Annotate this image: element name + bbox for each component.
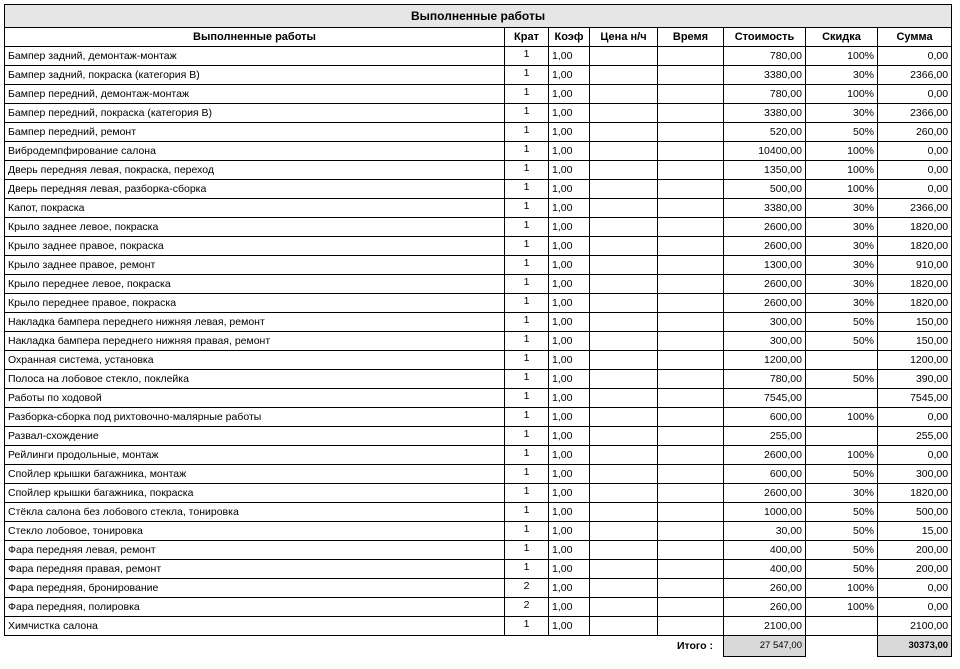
time-cell: [658, 541, 724, 560]
time-cell: [658, 370, 724, 389]
time-cell: [658, 275, 724, 294]
work-name: Химчистка салона: [5, 617, 505, 636]
time-cell: [658, 617, 724, 636]
sum-cell: 1820,00: [878, 275, 952, 294]
sum-cell: 0,00: [878, 142, 952, 161]
table-row: [5, 47, 952, 66]
krat-cell: 1: [505, 218, 549, 237]
price-cell: [590, 617, 658, 636]
table-row: [5, 123, 952, 142]
krat-cell: 1: [505, 351, 549, 370]
total-label: Итого :: [676, 640, 713, 653]
cost-cell: 520,00: [724, 123, 806, 142]
sum-cell: 1200,00: [878, 351, 952, 370]
krat-cell: 1: [505, 389, 549, 408]
time-cell: [658, 199, 724, 218]
koef-cell: 1,00: [549, 313, 590, 332]
time-cell: [658, 560, 724, 579]
work-name: Бампер задний, покраска (категория В): [5, 66, 505, 85]
price-cell: [590, 161, 658, 180]
price-cell: [590, 465, 658, 484]
koef-cell: 1,00: [549, 66, 590, 85]
discount-cell: 100%: [806, 47, 878, 66]
price-cell: [590, 560, 658, 579]
krat-cell: 2: [505, 598, 549, 617]
time-cell: [658, 180, 724, 199]
price-cell: [590, 522, 658, 541]
work-name: Крыло заднее левое, покраска: [5, 218, 505, 237]
sum-cell: 0,00: [878, 408, 952, 427]
krat-cell: 1: [505, 541, 549, 560]
table-row: [5, 161, 952, 180]
cost-cell: 1350,00: [724, 161, 806, 180]
work-name: Бампер передний, демонтаж-монтаж: [5, 85, 505, 104]
price-cell: [590, 446, 658, 465]
discount-cell: 30%: [806, 218, 878, 237]
table-row: [5, 66, 952, 85]
table-row: [5, 579, 952, 598]
discount-cell: [806, 351, 878, 370]
sum-cell: 200,00: [878, 560, 952, 579]
sum-cell: 0,00: [878, 579, 952, 598]
sum-cell: 1820,00: [878, 484, 952, 503]
table-row: [5, 446, 952, 465]
time-cell: [658, 389, 724, 408]
work-name: Развал-схождение: [5, 427, 505, 446]
time-cell: [658, 256, 724, 275]
krat-cell: 1: [505, 47, 549, 66]
work-name: Спойлер крышки багажника, покраска: [5, 484, 505, 503]
discount-cell: 100%: [806, 598, 878, 617]
krat-cell: 1: [505, 275, 549, 294]
cost-cell: 3380,00: [724, 66, 806, 85]
work-name: Бампер передний, покраска (категория В): [5, 104, 505, 123]
koef-cell: 1,00: [549, 104, 590, 123]
work-name: Крыло переднее правое, покраска: [5, 294, 505, 313]
work-name: Крыло заднее правое, ремонт: [5, 256, 505, 275]
table-row: [5, 218, 952, 237]
table-row: [5, 256, 952, 275]
table-row: [5, 560, 952, 579]
price-cell: [590, 579, 658, 598]
sum-cell: 0,00: [878, 598, 952, 617]
discount-cell: 50%: [806, 123, 878, 142]
sum-cell: 300,00: [878, 465, 952, 484]
table-row: [5, 522, 952, 541]
table-body: [5, 47, 952, 636]
work-name: Накладка бампера переднего нижняя левая, ремонт: [5, 313, 505, 332]
koef-cell: 1,00: [549, 370, 590, 389]
work-name: Фара передняя левая, ремонт: [5, 541, 505, 560]
work-name: Капот, покраска: [5, 199, 505, 218]
cost-cell: 30,00: [724, 522, 806, 541]
time-cell: [658, 503, 724, 522]
work-name: Накладка бампера переднего нижняя правая, ремонт: [5, 332, 505, 351]
cost-cell: 10400,00: [724, 142, 806, 161]
cost-cell: 400,00: [724, 560, 806, 579]
discount-cell: 100%: [806, 161, 878, 180]
sum-cell: 1820,00: [878, 294, 952, 313]
column-header-koef: Коэф: [549, 28, 590, 47]
discount-cell: 100%: [806, 85, 878, 104]
sum-cell: 1820,00: [878, 218, 952, 237]
price-cell: [590, 503, 658, 522]
work-name: Крыло заднее правое, покраска: [5, 237, 505, 256]
koef-cell: 1,00: [549, 123, 590, 142]
table-row: [5, 294, 952, 313]
cost-cell: 1000,00: [724, 503, 806, 522]
sum-cell: 2366,00: [878, 199, 952, 218]
table-row: [5, 408, 952, 427]
koef-cell: 1,00: [549, 484, 590, 503]
sum-cell: 0,00: [878, 180, 952, 199]
table-row: [5, 85, 952, 104]
work-name: Дверь передняя левая, разборка-сборка: [5, 180, 505, 199]
time-cell: [658, 579, 724, 598]
time-cell: [658, 484, 724, 503]
koef-cell: 1,00: [549, 237, 590, 256]
price-cell: [590, 256, 658, 275]
price-cell: [590, 104, 658, 123]
koef-cell: 1,00: [549, 579, 590, 598]
table-row: [5, 370, 952, 389]
time-cell: [658, 408, 724, 427]
koef-cell: 1,00: [549, 47, 590, 66]
price-cell: [590, 332, 658, 351]
discount-cell: [806, 617, 878, 636]
sum-cell: 260,00: [878, 123, 952, 142]
time-cell: [658, 332, 724, 351]
discount-cell: 50%: [806, 313, 878, 332]
table-row: [5, 389, 952, 408]
work-name: Крыло переднее левое, покраска: [5, 275, 505, 294]
krat-cell: 1: [505, 142, 549, 161]
discount-cell: 50%: [806, 560, 878, 579]
work-name: Стекло лобовое, тонировка: [5, 522, 505, 541]
koef-cell: 1,00: [549, 617, 590, 636]
cost-cell: 2600,00: [724, 237, 806, 256]
cost-cell: 2600,00: [724, 218, 806, 237]
discount-cell: 30%: [806, 484, 878, 503]
cost-cell: 2600,00: [724, 294, 806, 313]
cost-cell: 3380,00: [724, 104, 806, 123]
sum-cell: 390,00: [878, 370, 952, 389]
discount-cell: 50%: [806, 332, 878, 351]
work-name: Фара передняя, полировка: [5, 598, 505, 617]
koef-cell: 1,00: [549, 541, 590, 560]
sum-cell: 0,00: [878, 85, 952, 104]
time-cell: [658, 598, 724, 617]
krat-cell: 1: [505, 560, 549, 579]
price-cell: [590, 427, 658, 446]
time-cell: [658, 294, 724, 313]
price-cell: [590, 275, 658, 294]
cost-cell: 1200,00: [724, 351, 806, 370]
price-cell: [590, 598, 658, 617]
work-name: Бампер задний, демонтаж-монтаж: [5, 47, 505, 66]
cost-cell: 2600,00: [724, 275, 806, 294]
sum-cell: 150,00: [878, 332, 952, 351]
koef-cell: 1,00: [549, 256, 590, 275]
discount-cell: 100%: [806, 142, 878, 161]
koef-cell: 1,00: [549, 389, 590, 408]
discount-cell: 30%: [806, 237, 878, 256]
price-cell: [590, 47, 658, 66]
krat-cell: 1: [505, 484, 549, 503]
time-cell: [658, 351, 724, 370]
time-cell: [658, 66, 724, 85]
sum-cell: 0,00: [878, 161, 952, 180]
koef-cell: 1,00: [549, 503, 590, 522]
krat-cell: 1: [505, 370, 549, 389]
table-row: [5, 598, 952, 617]
table-row: [5, 484, 952, 503]
discount-cell: 50%: [806, 503, 878, 522]
table-row: [5, 199, 952, 218]
table-row: [5, 465, 952, 484]
work-name: Работы по ходовой: [5, 389, 505, 408]
koef-cell: 1,00: [549, 218, 590, 237]
cost-cell: 300,00: [724, 332, 806, 351]
discount-cell: 100%: [806, 408, 878, 427]
price-cell: [590, 85, 658, 104]
table-row: [5, 313, 952, 332]
krat-cell: 2: [505, 579, 549, 598]
price-cell: [590, 218, 658, 237]
koef-cell: 1,00: [549, 85, 590, 104]
cost-cell: 260,00: [724, 579, 806, 598]
table-row: [5, 427, 952, 446]
work-name: Фара передняя правая, ремонт: [5, 560, 505, 579]
krat-cell: 1: [505, 66, 549, 85]
sum-cell: 0,00: [878, 446, 952, 465]
work-name: Дверь передняя левая, покраска, переход: [5, 161, 505, 180]
krat-cell: 1: [505, 237, 549, 256]
koef-cell: 1,00: [549, 408, 590, 427]
works-document: [4, 4, 951, 657]
krat-cell: 1: [505, 446, 549, 465]
table-row: [5, 332, 952, 351]
krat-cell: 1: [505, 161, 549, 180]
work-name: Бампер передний, ремонт: [5, 123, 505, 142]
table-row: [5, 275, 952, 294]
time-cell: [658, 161, 724, 180]
discount-cell: 30%: [806, 104, 878, 123]
table-row: [5, 351, 952, 370]
price-cell: [590, 484, 658, 503]
table-row: [5, 237, 952, 256]
price-cell: [590, 313, 658, 332]
koef-cell: 1,00: [549, 161, 590, 180]
krat-cell: 1: [505, 408, 549, 427]
time-cell: [658, 47, 724, 66]
work-name: Вибродемпфирование салона: [5, 142, 505, 161]
cost-cell: 400,00: [724, 541, 806, 560]
cost-cell: 255,00: [724, 427, 806, 446]
time-cell: [658, 85, 724, 104]
cost-cell: 2100,00: [724, 617, 806, 636]
krat-cell: 1: [505, 123, 549, 142]
table-row: [5, 180, 952, 199]
sum-cell: 15,00: [878, 522, 952, 541]
discount-cell: 30%: [806, 199, 878, 218]
work-name: Спойлер крышки багажника, монтаж: [5, 465, 505, 484]
work-name: Полоса на лобовое стекло, поклейка: [5, 370, 505, 389]
price-cell: [590, 294, 658, 313]
discount-cell: [806, 389, 878, 408]
time-cell: [658, 218, 724, 237]
price-cell: [590, 408, 658, 427]
total-sum: 30373,00: [878, 636, 952, 657]
krat-cell: 1: [505, 465, 549, 484]
koef-cell: 1,00: [549, 332, 590, 351]
krat-cell: 1: [505, 503, 549, 522]
cost-cell: 3380,00: [724, 199, 806, 218]
total-cost: 27 547,00: [724, 636, 806, 657]
price-cell: [590, 351, 658, 370]
sum-cell: 255,00: [878, 427, 952, 446]
column-header-works: Выполненные работы: [5, 28, 505, 47]
works-table: [4, 4, 952, 657]
discount-cell: 100%: [806, 180, 878, 199]
sum-cell: 7545,00: [878, 389, 952, 408]
krat-cell: 1: [505, 294, 549, 313]
koef-cell: 1,00: [549, 560, 590, 579]
table-row: [5, 104, 952, 123]
krat-cell: 1: [505, 256, 549, 275]
cost-cell: 2600,00: [724, 446, 806, 465]
time-cell: [658, 104, 724, 123]
price-cell: [590, 541, 658, 560]
sum-cell: 2366,00: [878, 104, 952, 123]
price-cell: [590, 142, 658, 161]
time-cell: [658, 142, 724, 161]
cost-cell: 300,00: [724, 313, 806, 332]
sum-cell: 2100,00: [878, 617, 952, 636]
cost-cell: 500,00: [724, 180, 806, 199]
table-row: [5, 617, 952, 636]
krat-cell: 1: [505, 313, 549, 332]
time-cell: [658, 427, 724, 446]
time-cell: [658, 237, 724, 256]
price-cell: [590, 180, 658, 199]
cost-cell: 7545,00: [724, 389, 806, 408]
work-name: Фара передняя, бронирование: [5, 579, 505, 598]
koef-cell: 1,00: [549, 180, 590, 199]
sum-cell: 200,00: [878, 541, 952, 560]
koef-cell: 1,00: [549, 465, 590, 484]
sum-cell: 500,00: [878, 503, 952, 522]
cost-cell: 600,00: [724, 465, 806, 484]
krat-cell: 1: [505, 332, 549, 351]
column-header-price-per-hour: Цена н/ч: [590, 28, 658, 47]
column-header-time: Время: [658, 28, 724, 47]
cost-cell: 780,00: [724, 370, 806, 389]
koef-cell: 1,00: [549, 598, 590, 617]
work-name: Охранная система, установка: [5, 351, 505, 370]
discount-cell: [806, 427, 878, 446]
discount-cell: 100%: [806, 579, 878, 598]
koef-cell: 1,00: [549, 446, 590, 465]
koef-cell: 1,00: [549, 427, 590, 446]
discount-cell: 50%: [806, 522, 878, 541]
time-cell: [658, 123, 724, 142]
column-header-krat: Крат: [505, 28, 549, 47]
discount-cell: 50%: [806, 465, 878, 484]
discount-cell: 50%: [806, 370, 878, 389]
cost-cell: 780,00: [724, 47, 806, 66]
cost-cell: 600,00: [724, 408, 806, 427]
work-name: Рейлинги продольные, монтаж: [5, 446, 505, 465]
column-header-discount: Скидка: [806, 28, 878, 47]
table-row: [5, 503, 952, 522]
price-cell: [590, 199, 658, 218]
column-header-cost: Стоимость: [724, 28, 806, 47]
price-cell: [590, 389, 658, 408]
discount-cell: 30%: [806, 66, 878, 85]
price-cell: [590, 370, 658, 389]
sum-cell: 0,00: [878, 47, 952, 66]
time-cell: [658, 465, 724, 484]
cost-cell: 260,00: [724, 598, 806, 617]
discount-cell: 50%: [806, 541, 878, 560]
table-row: [5, 541, 952, 560]
time-cell: [658, 522, 724, 541]
cost-cell: 2600,00: [724, 484, 806, 503]
table-row: [5, 142, 952, 161]
sum-cell: 910,00: [878, 256, 952, 275]
table-title: Выполненные работы: [5, 5, 952, 28]
discount-cell: 30%: [806, 256, 878, 275]
krat-cell: 1: [505, 104, 549, 123]
sum-cell: 150,00: [878, 313, 952, 332]
koef-cell: 1,00: [549, 294, 590, 313]
sum-cell: 2366,00: [878, 66, 952, 85]
cost-cell: 1300,00: [724, 256, 806, 275]
krat-cell: 1: [505, 85, 549, 104]
time-cell: [658, 446, 724, 465]
krat-cell: 1: [505, 522, 549, 541]
koef-cell: 1,00: [549, 351, 590, 370]
discount-cell: 100%: [806, 446, 878, 465]
discount-cell: 30%: [806, 275, 878, 294]
price-cell: [590, 237, 658, 256]
krat-cell: 1: [505, 199, 549, 218]
krat-cell: 1: [505, 427, 549, 446]
koef-cell: 1,00: [549, 522, 590, 541]
price-cell: [590, 123, 658, 142]
work-name: Стёкла салона без лобового стекла, тонировка: [5, 503, 505, 522]
time-cell: [658, 313, 724, 332]
cost-cell: 780,00: [724, 85, 806, 104]
koef-cell: 1,00: [549, 275, 590, 294]
koef-cell: 1,00: [549, 142, 590, 161]
column-header-sum: Сумма: [878, 28, 952, 47]
price-cell: [590, 66, 658, 85]
work-name: Разборка-сборка под рихтовочно-малярные работы: [5, 408, 505, 427]
krat-cell: 1: [505, 180, 549, 199]
koef-cell: 1,00: [549, 199, 590, 218]
discount-cell: 30%: [806, 294, 878, 313]
sum-cell: 1820,00: [878, 237, 952, 256]
krat-cell: 1: [505, 617, 549, 636]
